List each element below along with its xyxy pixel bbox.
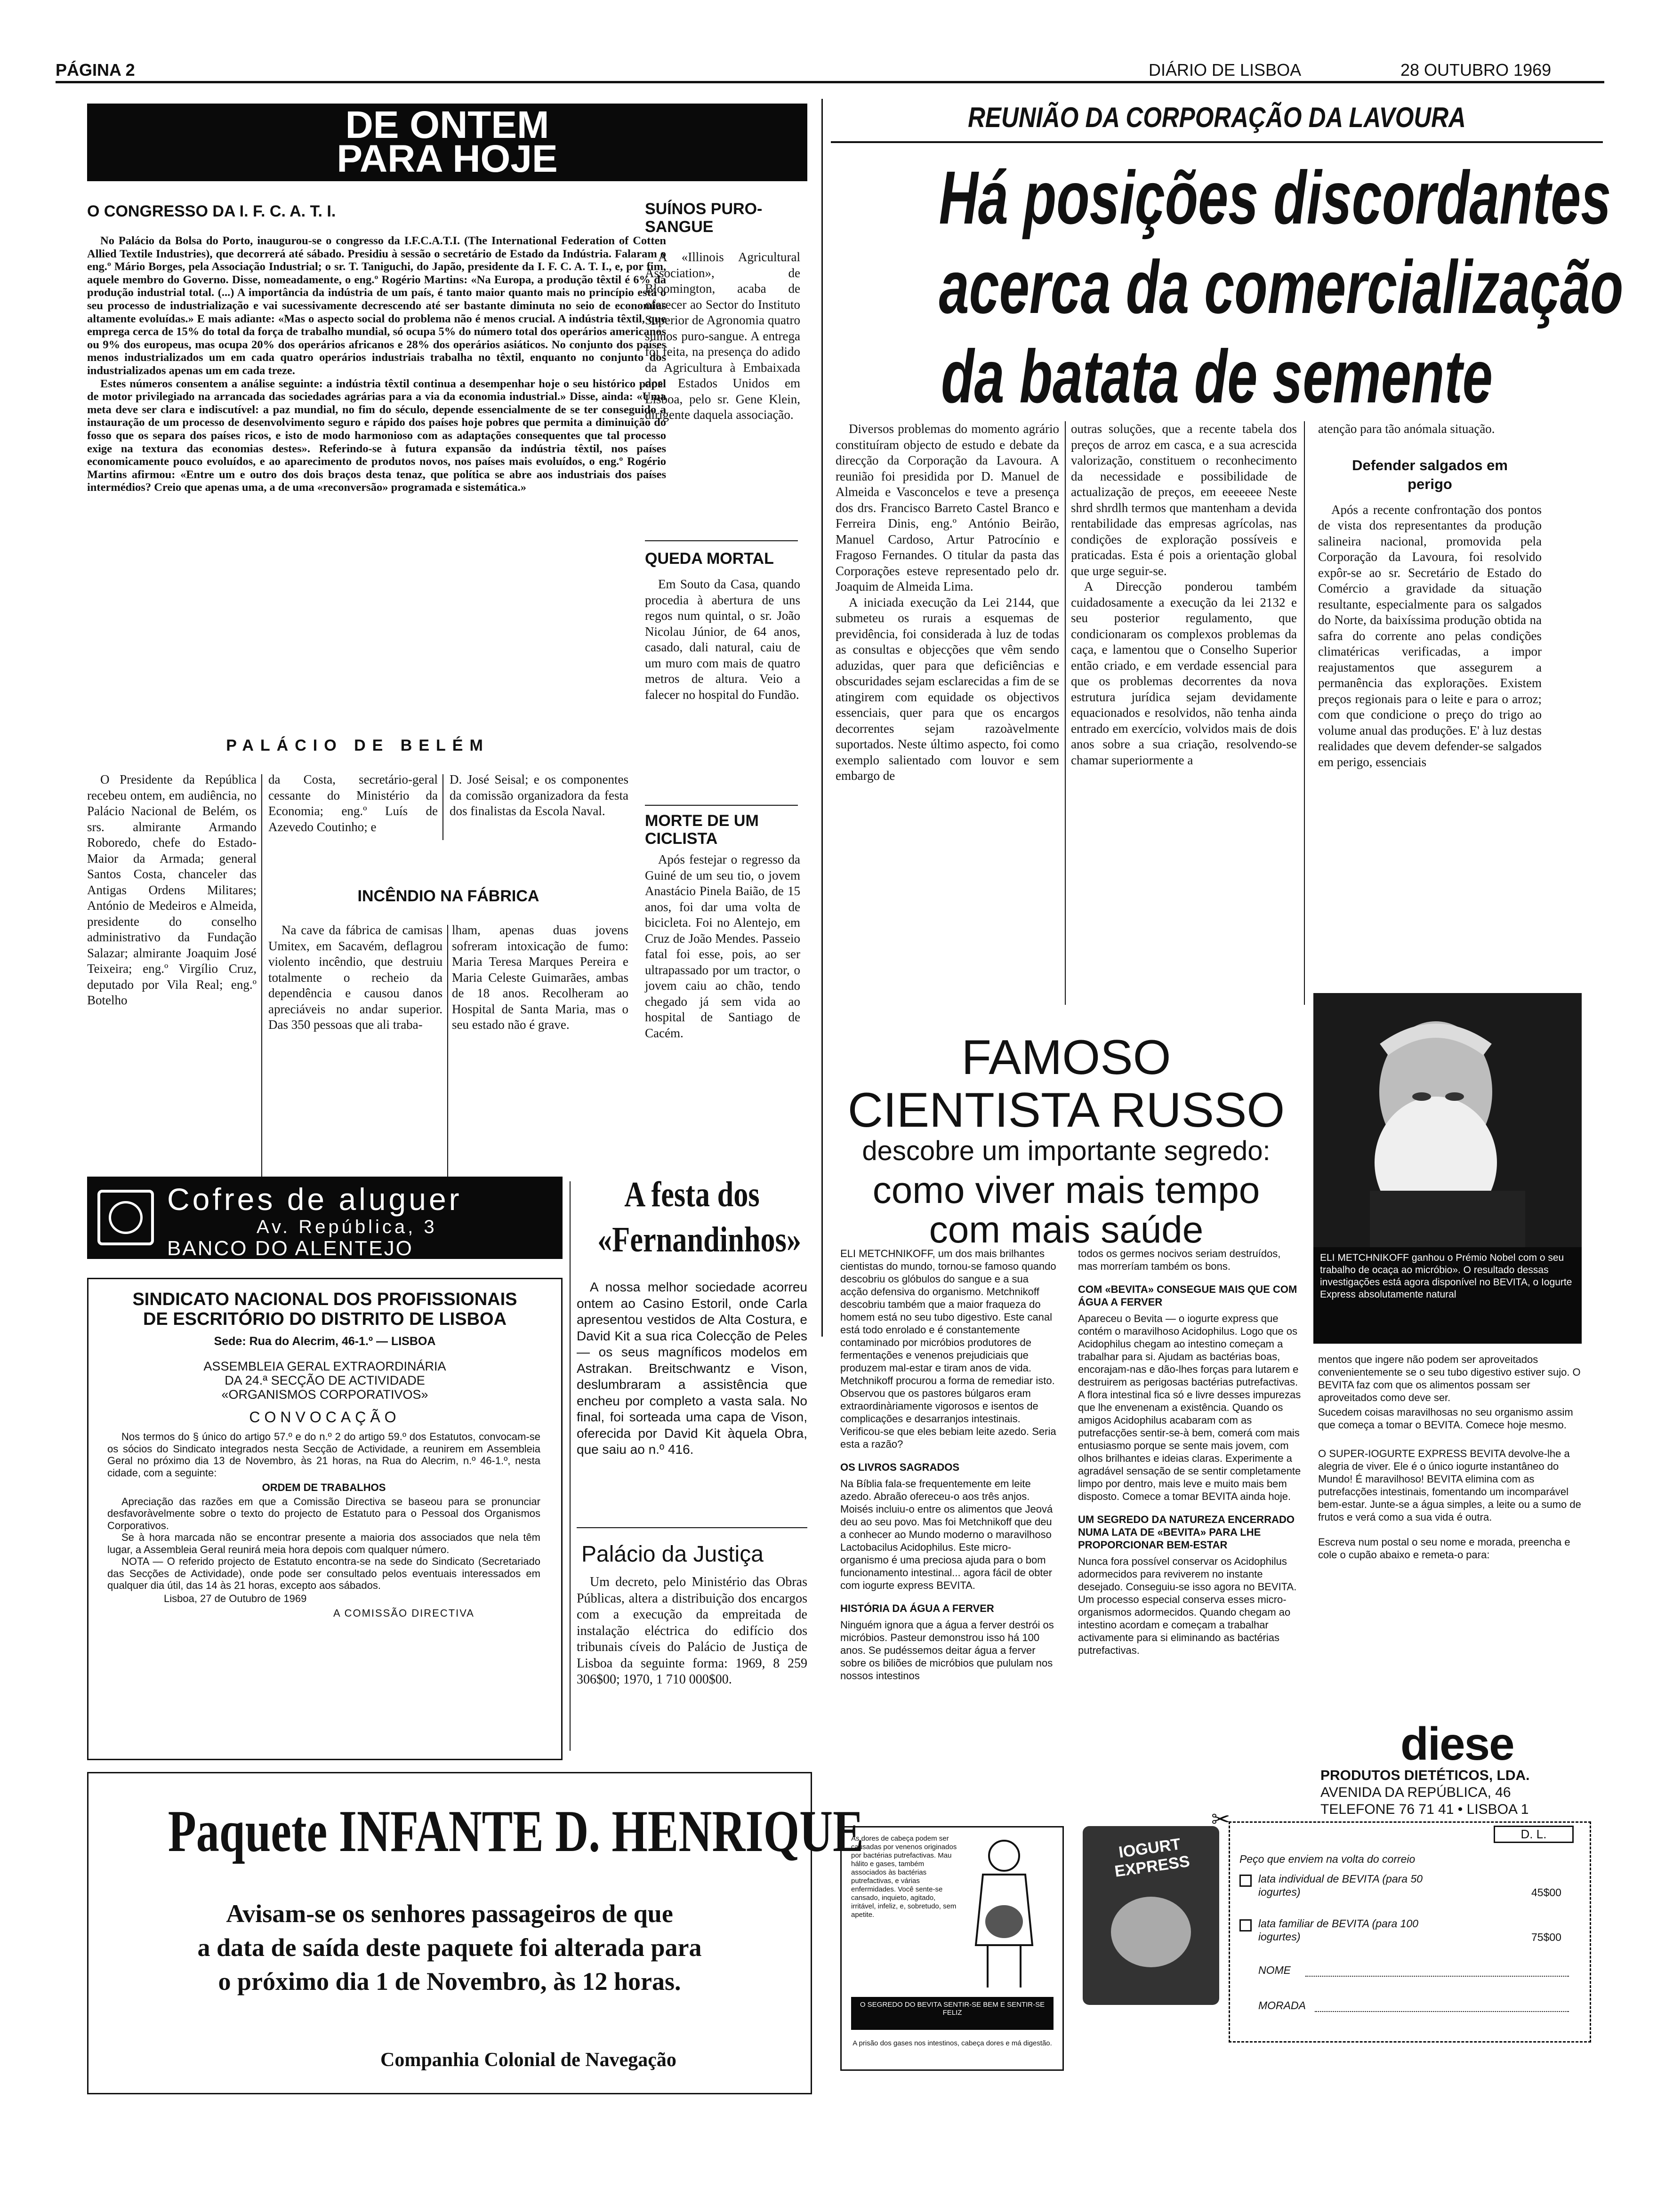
incendio-col-1 (268, 922, 442, 1033)
incendio-title: INCÊNDIO NA FÁBRICA (357, 887, 539, 905)
bevita-c3-p1: mentos que ingere não podem ser aproveitados convenientemente se o seu tubo digestivo estiver sujo. O BEVITA faz com que os alimentos possam ser aproveitados como deve ser. (1318, 1354, 1581, 1403)
kicker-rule (831, 141, 1603, 143)
digestion-illustration (840, 1826, 1064, 2071)
scissors-icon: ✂ (1211, 1807, 1231, 1832)
bevita-c2-p1: todos os germes nocivos seriam destruídos, mas morreríam também os bons. (1078, 1248, 1281, 1272)
illustration-text-bottom: A prisão dos gases nos intestinos, cabeça dores e má digestão. (853, 2039, 1052, 2047)
bevita-c1-p2: Na Bíblia fala-se frequentemente em leite azedo. Abraão ofereceu-o aos três anjos. Moisés incluiu-o entre os alimentos que Jeová deu ao seu povo. Mas foi Metchnikoff que deu a conhecer ao Mundo moderno o maravilhoso Lactobacilus Acidophilus. Este micro-organismo é uma preciosa ajuda para o bom funcionamento intestinal... agora fácil de obter com iogurte express BEVITA. (840, 1478, 1053, 1591)
option-2-price: 75$00 (1531, 1931, 1561, 1943)
belem-col-2 (268, 772, 438, 835)
option-1-price: 45$00 (1531, 1886, 1561, 1899)
human-figure (955, 1837, 1054, 1992)
bevita-col-3 (1318, 1353, 1582, 1561)
sindicato-p4: NOTA — O referido projecto de Estatuto encontra-se na sede do Sindicato (Secretariado das Secções de Actividade), onde pode ser consultado pelos eventuais interessados em qualquer dia útil, das 14 às 21 horas, excepto aos sábados. (107, 1555, 540, 1591)
option-1-label: lata individual de BEVITA (para 50 iogurtes) (1258, 1873, 1423, 1898)
address-field[interactable] (1315, 2011, 1569, 2012)
convocacao-label: CONVOCAÇÃO (249, 1409, 401, 1426)
assembleia-line-3: «ORGANISMOS CORPORATIVOS» (221, 1387, 428, 1402)
congresso-paragraph-1: No Palácio da Bolsa do Porto, inaugurou-se o congresso da I.F.C.A.T.I. (The International Federation of Cotten Allied Textile Industries), que decorrerá até sábado. Presidiu à sessão o secretário de Estado da Indústria. Falaram o eng.º Mário Borges, pela Associação Industrial; o sr. T. Taniguchi, do Japão, presidente da I. F. C. A. T. I., e, por fim, aquele membro do Governo. Disse, nomeadamente, o eng.º Rogério Martins: «Na Europa, a produção têxtil é 6% da produção industrial total. (...) A importância da indústria de um país, é tanto maior quanto mais no princípio está o seu processo de industrialização e vai sucessivamente decrescendo até ser bastante diminuta no seio de economias altamente evoluídas.» E mais adiante: «Mas o aspecto social do problema não é menos crucial. A indústria têxtil, que emprega cerca de 15% do total da força de trabalho mundial, só ocupa 5% do número total dos operários americanos ou 9% dos europeus, mas ocupa 20% dos operários africanos e 28% dos operários asiáticos. No conjunto dos países menos industrializados um em cada quatro operários industriais trabalha no têxtil, enquanto no conjunto dos industrializados apenas um em cada treze. (87, 234, 666, 377)
sindicato-notice (87, 1278, 563, 1760)
bevita-h1: FAMOSO (961, 1030, 1171, 1085)
morte-text: Após festejar o regresso da Guiné de um seu tio, o jovem Anastácio Pinela Baião, de 15 anos, foi dar uma volta de bicicleta. Foi no Alentejo, em Cruz de João Mendes. Passeio fatal foi esse, pois, ao ser ultrapassado por um tractor, o jovem caiu ao chão, tendo chegado já sem vida ao hospital de Santiago de Cacém. (645, 852, 800, 1040)
sindicato-date: Lisboa, 27 de Outubro de 1969 (164, 1592, 307, 1604)
company-phone: TELEFONE 76 71 41 • LISBOA 1 (1320, 1802, 1529, 1817)
coupon-heading: Peço que enviem na volta do correio (1239, 1853, 1416, 1865)
bevita-col-2 (1078, 1247, 1302, 1657)
bevita-sub-3: COM «BEVITA» CONSEGUE MAIS QUE COM ÁGUA A FERVER (1078, 1283, 1297, 1308)
company-name: PRODUTOS DIETÉTICOS, LDA. (1320, 1768, 1530, 1783)
cofres-address: Av. República, 3 (257, 1217, 437, 1237)
headline-line-3: da batata de semente (941, 334, 1493, 418)
belem-text-1: O Presidente da República recebeu ontem, em audiência, no Palácio Nacional de Belém, os srs. almirante Armando Roboredo, chefe do Estado-Maior da Armada; general Santos Costa, chanceler das Antigas Ordens Militares; António de Medeiros e Almeida, presidente do conselho administrativo da Fundação Salazar; almirante Joaquim José Teixeira; eng.º Virgílio Cruz, deputado por Vila Real; eng.º Botelho (87, 772, 257, 1007)
assembleia-line-1: ASSEMBLEIA GERAL EXTRAORDINÁRIA (203, 1359, 446, 1373)
column-rule (570, 1181, 571, 1751)
assembleia-line-2: DA 24.ª SECÇÃO DE ACTIVIDADE (225, 1373, 425, 1387)
queda-title: QUEDA MORTAL (645, 550, 774, 568)
safe-icon (97, 1190, 154, 1245)
ordem-label: ORDEM DE TRABALHOS (262, 1482, 386, 1493)
salgados-subhead: Defender salgados em perigo (1352, 457, 1508, 492)
reuniao-c1-p2: A iniciada execução da Lei 2144, que submeteu os rurais a esquemas de previdência, foi considerada à luz de todas as consultas e objecções que vêm sendo aduzidas, quer para que deficiências e obscuridades sejam esclarecidas a fim de se atingirem com equidade os objectivos essenciais, quer para que os encargos decorrentes sejam razoàvelmente suportados. Neste último aspecto, foi como exemplo salientado com louvor e sem embargo de (836, 595, 1059, 783)
illustration-text-mid: O SEGREDO DO BEVITA SENTIR-SE BEM E SENTIR-SE FELIZ (851, 1997, 1054, 2030)
coupon-tag: D. L. (1494, 1826, 1574, 1843)
reuniao-c2-p1: outras soluções, que a recente tabela dos preços de arroz em casca, e a sua acrescida valorização, constituem o reconhecimento da necessidade e possibilidade de actualização de preços, em eeeeeee Neste shrd shrdlh termos que mantenham a devida rentabilidade das empresas agrícolas, nas condições de exploração possíveis e praticadas. Esta é pois a orientação global que urge seguir-se. (1071, 422, 1297, 578)
sindicato-body (107, 1431, 540, 1619)
sindicato-p2: Apreciação das razões em que a Comissão Directiva se baseou para se pronunciar desfavoràvelmente sobre o texto do projecto de Estatuto para o Pessoal dos Organismos Corporativos. (107, 1495, 540, 1531)
bevita-sub-4: UM SEGREDO DA NATUREZA ENCERRADO NUMA LATA DE «BEVITA» PARA LHE PROPORCIONAR BEM-ESTAR (1078, 1514, 1295, 1551)
congresso-article (87, 234, 666, 494)
festa-title-2: «Fernandinhos» (597, 1220, 801, 1259)
paquete-notice (88, 1897, 811, 1998)
reuniao-c3-p1: atenção para tão anómala situação. (1318, 422, 1495, 436)
headline-line-1: Há posições discordantes (939, 155, 1611, 240)
portrait-image (1313, 993, 1582, 1247)
festa-title-1: A festa dos (624, 1175, 760, 1214)
column-rule (261, 774, 262, 1202)
portrait-caption: ELI METCHNIKOFF ganhou o Prémio Nobel com o seu trabalho de ocaça ao micróbio». O resultado dessas investigações está agora disponível no BEVITA, o Iogurte Express absolutamente natural (1313, 1247, 1582, 1344)
can-artwork (1111, 1897, 1191, 1967)
belem-col-1 (87, 772, 257, 1009)
section-rule (821, 99, 823, 1337)
issue-date: 28 OUTUBRO 1969 (1400, 60, 1552, 80)
reuniao-c3-p2: Após a recente confrontação dos pontos de vista dos representantes da produção salineira nacional, promovida pela Corporação da Lavoura, foi resolvido expôr-se ao sr. Secretário de Estado do Comércio a gravidade da situação resultante, especialmente para os salgados do Norte, da baixíssima produção obtida na safra do corrente ano pelas condições climatéricas verificadas, a impor reajustamentos que assegurem a permanência das explorações. Existem preços regionais para o leite e para o arroz; com que condicione o preço do trigo ao volume anual das produções. E' à luz destas realidades que devem defender-se salgados em perigo, essenciais (1318, 502, 1542, 769)
suinos-article (645, 249, 800, 423)
option-1-checkbox[interactable] (1239, 1875, 1252, 1887)
festa-article (577, 1279, 807, 1458)
can-label: IOGURT EXPRESS (1113, 1835, 1191, 1881)
bevita-c3-p2: Sucedem coisas maravilhosas no seu organismo assim que começa a tomar o BEVITA. Comece hoje mesmo. (1318, 1406, 1573, 1431)
bevita-sub-2: HISTÓRIA DA ÁGUA A FERVER (840, 1603, 994, 1614)
paquete-advert (87, 1772, 864, 2094)
divider (577, 1527, 807, 1528)
sindicato-p1: Nos termos do § único do artigo 57.º e do n.º 2 do artigo 59.º dos Estatutos, convocam-se os sócios do Sindicato integrados nesta Secção de Actividade, a reunirem em Assembleia Geral no próximo dia 13 de Novembro, às 21 horas, na Rua do Alecrim, n.º 46-1.º, nesta cidade, com a seguinte: (107, 1431, 540, 1479)
page-number: PÁGINA 2 (56, 60, 135, 80)
option-2-checkbox[interactable] (1239, 1919, 1252, 1931)
name-label: NOME (1258, 1964, 1291, 1976)
column-rule (1065, 421, 1066, 1005)
bevita-sub-1: OS LIVROS SAGRADOS (840, 1461, 960, 1473)
queda-text: Em Souto da Casa, quando procedia à abertura de uns regos num quintal, o sr. João Nicolau Júnior, de 64 anos, casado, dali natural, caiu de um muro com mais de quatro metros de altura. Veio a falecer no hospital do Fundão. (645, 577, 800, 702)
sindicato-title-2: DE ESCRITÓRIO DO DISTRITO DE LISBOA (143, 1309, 507, 1329)
reuniao-col-3 (1318, 421, 1542, 770)
column-rule (1304, 421, 1305, 1005)
banner-line-1: DE ONTEM (345, 104, 549, 146)
de-ontem-banner (87, 104, 807, 181)
bevita-h5: com mais saúde (929, 1209, 1204, 1250)
paquete-line-3: o próximo dia 1 de Novembro, às 12 horas. (218, 1967, 681, 1996)
bevita-c3-p4: Escreva num postal o seu nome e morada, preencha e cole o cupão abaixo e remeta-o para: (1318, 1536, 1570, 1561)
reuniao-col-1 (836, 421, 1059, 784)
paquete-line-2: a data de saída deste paquete foi alterada para (197, 1933, 702, 1962)
belem-text-2: da Costa, secretário-geral cessante do Ministério da Economia; eng.º Luís de Azevedo Coutinho; e (268, 772, 438, 834)
sindicato-p3: Se à hora marcada não se encontrar presente a maioria dos associados que nela têm lugar, a Assembleia Geral reunirá meia hora depois com qualquer número. (107, 1531, 540, 1555)
justica-title: Palácio da Justiça (581, 1542, 764, 1567)
masthead-rule (56, 81, 1604, 83)
option-2-label: lata familiar de BEVITA (para 100 iogurtes) (1258, 1917, 1419, 1943)
bevita-c2-p2: Apareceu o Bevita — o iogurte express que contém o maravilhoso Acidophilus. Logo que os Acidophilus chegam ao intestino começam a trabalhar para si. Ajudam as bactérias boas, encorajam-nas e dão-lhes forças para lutarem e destruirem as perigosas bactérias putrefactivas. A flora intestinal fica só e livre desses impurezas que lhe envenenam a existência. Quando os amigos Acidophilus acabaram com as putrefacções sentir-se-à bem, comerá com mais entusiasmo porque se sente mais jovem, com olhos brilhantes e ideias claras. Experimente a agradável sensação de se sentir completamente limpo por dentro, mais leve e muito mais bem disposto. Comece a tomar BEVITA ainda hoje. (1078, 1313, 1301, 1502)
festa-text: A nossa melhor sociedade acorreu ontem ao Casino Estoril, onde Carla apresentou vestidos de Alta Costura, e David Kit a sua rica Colecção de Peles — os seus magníficos modelos em Astrakan. Breitschwantz e Vison, deslumbraram a assistência que encheu por completo a vasta sala. No final, foi sorteada uma capa de Vison, oferecida por David Kit àquela Obra, que saiu ao n.º 416. (577, 1280, 807, 1457)
cofres-bank: BANCO DO ALENTEJO (167, 1237, 413, 1260)
sindicato-heading (88, 1290, 561, 1329)
bevita-h2: CIENTISTA RUSSO (847, 1083, 1285, 1138)
bevita-c1-p3: Ninguém ignora que a água a ferver destrói os micróbios. Pasteur demonstrou isso há 100 anos. Se pudéssemos deitar água a ferver sobre os biliões de micróbios que pululam nos nossos intestinos (840, 1619, 1054, 1682)
palacio-belem-title: PALÁCIO DE BELÉM (226, 737, 490, 754)
paquete-company: Companhia Colonial de Navegação (380, 2049, 676, 2071)
belem-text-3: D. José Seisal; e os componentes da comissão organizadora da festa dos finalistas da Escola Naval. (450, 772, 628, 818)
cofres-advert (87, 1177, 563, 1259)
reuniao-c2-p2: A Direcção ponderou também cuidadosamente a execução da lei 2132 e seu posterior regulamento, que condicionaram os complexos problemas da caça, e lamentou que o Conselho Superior então criado, e em verdade essencial para que os problemas decorrentes da nova estrutura jurídica sejam devidamente equacionados e resolvidos, não tenha ainda entrado em exercício, volvidos mais de dois anos sobre a sua criação, resolvendo-se chamar superiormente a (1071, 579, 1297, 767)
congresso-title: O CONGRESSO DA I. F. C. A. T. I. (87, 202, 336, 220)
reuniao-c1-p1: Diversos problemas do momento agrário constituíram objecto de estudo e debate da direcção da Corporação da Lavoura. A reunião foi presidida por D. Manuel de Almeida e Vasconcelos e teve a presença dos drs. Francisco Barreto Castel Branco e Ferreira Dinis, eng.º António Beirão, Manuel Cardoso, Artur Patrocínio e Fragoso Fernandes. O titular da pasta das Corporações esteve representado pelo dr. Joaquim de Almeida Lima. (836, 422, 1059, 593)
address-label: MORADA (1258, 1999, 1306, 2012)
divider (645, 805, 798, 806)
justica-text: Um decreto, pelo Ministério das Obras Públicas, altera a distribuição dos encargos com a execução da empreitada de instalação eléctrica do edifício dos tribunais cíveis do Palácio de Justiça de Lisboa da seguinte forma: 1969, 8 259 306$00; 1970, 1 710 000$00. (577, 1575, 807, 1687)
banner-line-2: PARA HOJE (337, 137, 558, 180)
incendio-text-1: Na cave da fábrica de camisas Umitex, em Sacavém, deflagrou violento incêndio, que destruiu totalmente o recheio da dependência e causou danos apreciáveis no andar superior. Das 350 pessoas que ali traba- (268, 923, 442, 1032)
reuniao-headline (939, 153, 1624, 421)
sindicato-title-1: SINDICATO NACIONAL DOS PROFISSIONAIS (132, 1290, 517, 1309)
bevita-h4: como viver mais tempo (872, 1169, 1260, 1211)
suinos-title: SUÍNOS PURO-SANGUE (645, 200, 763, 236)
congresso-paragraph-2: Estes números consentem a análise seguinte: a indústria têxtil continua a desempenhar hoje o seu histórico papel de motor privilegiado na arrancada das sociedades agrárias para a via da economia industrial.» Disse, ainda: «Uma meta deve ser clara e indiscutível: a paz mundial, no fim do século, depende essencialmente de se ter conseguido a instauração de um processo de desenvolvimento seguro e rápido dos países hoje pobres que permita a diminuição do fosso que os separa dos países ricos, e isto de modo harmonioso com as adaptações consequentes que tal processo exige na textura das economias destes». Referindo-se à futura expansão da indústria têxtil, nos países economicamente pouco evoluídos, e ao aparecimento de produtos novos, nos países mais evoluídos, o eng.º Rogério Martins afirmou: «Entre um e outro dos dois braços desta tenaz, que política se abre aos industriais dos países intermédios? Creio que apenas uma, a de uma «reconversão» programada e sistemática.» (87, 377, 666, 494)
illustration-text-top: As dores de cabeça podem ser causadas por venenos originados por bactérias putrefactivas. Mau hálito e gases, também associados às bactérias putrefactivas, e várias enfermidades. Você sente-se cansado, inquieto, agitado, irritável, infeliz, e, sobretudo, sem apetite. (851, 1835, 957, 1919)
morte-title: MORTE DE UM CICLISTA (645, 812, 759, 848)
name-field[interactable] (1305, 1976, 1569, 1977)
divider (645, 540, 798, 541)
sindicato-signature: A COMISSÃO DIRECTIVA (333, 1607, 475, 1619)
festa-headline (597, 1172, 801, 1262)
company-address: AVENIDA DA REPÚBLICA, 46 (1320, 1785, 1511, 1800)
morte-article (645, 852, 800, 1041)
justica-article (577, 1574, 807, 1688)
paquete-line-1: Avisam-se os senhores passageiros de que (226, 1899, 673, 1928)
queda-article (645, 577, 800, 703)
diese-logo: diese (1400, 1718, 1514, 1770)
bevita-c2-p3: Nunca fora possível conservar os Acidophilus adormecidos para reviverem no instante desejado. Conseguiu-se isso agora no BEVITA. Um processo especial conserva esses micro-organismos adormecidos. Quando chegam ao intestino acordam e começam a trabalhar activamente para si eliminando as bactérias putrefactivas. (1078, 1555, 1297, 1656)
bevita-headline (831, 1030, 1302, 1250)
bevita-col-1 (840, 1247, 1057, 1682)
suinos-text: A «Illinois Agricultural Association», de Bloomington, acaba de oferecer ao Sector do Instituto Superior de Agronomia quatro suínos puro-sangue. A entrega foi feita, na presença do adido da Agricultura à Embaixada dos Estados Unidos em Lisboa, pelo sr. Gene Klein, dirigente daquela associação. (645, 250, 800, 422)
column-rule (442, 774, 443, 840)
belem-col-3 (450, 772, 628, 819)
paquete-title: Paquete INFANTE D. HENRIQUE (168, 1799, 864, 1864)
column-rule (447, 925, 448, 1202)
headline-line-2: acerca da comercialização (939, 245, 1624, 329)
sindicato-sede: Sede: Rua do Alecrim, 46-1.º — LISBOA (214, 1335, 436, 1348)
assembleia-heading (88, 1359, 561, 1402)
newspaper-name: DIÁRIO DE LISBOA (1149, 60, 1302, 80)
incendio-col-2 (452, 922, 628, 1033)
bevita-c3-p3: O SUPER-IOGURTE EXPRESS BEVITA devolve-lhe a alegria de viver. Ele é o único iogurte instantâneo do Mundo! É maravilhoso! BEVITA elimina com as putrefacções intestinais, fomentando um incomparável bem-estar. Junte-se a água simples, a leite ou a sumo de frutos e verá como a sua vida é outra. (1318, 1448, 1581, 1523)
reuniao-kicker: REUNIÃO DA CORPORAÇÃO DA LAVOURA (968, 102, 1466, 133)
cofres-title: Cofres de aluguer (167, 1182, 462, 1217)
metchnikoff-portrait (1313, 993, 1582, 1247)
bevita-c1-p1: ELI METCHNIKOFF, um dos mais brilhantes cientistas do mundo, tornou-se famoso quando descobriu os glóbulos do sangue e a sua acção defensiva do organismo. Metchnikoff descobriu também que a maior fraqueza do homem está no seu tubo digestivo. Este canal está todo enrolado e é constantemente contaminado por micróbios produtores de fermentações e venenos prejudiciais que produzem mal-estar e tiram anos de vida. Metchnikoff procurou a forma de remediar isto. Observou que os pastores búlgaros eram extraordinàriamente vigorosos e isentos de complicações e desarranjos intestinais. Verificou-se que eles bebiam leite azedo. Seria esta a razão? (840, 1248, 1056, 1450)
bevita-can (1083, 1826, 1219, 2005)
incendio-text-2: lham, apenas duas jovens sofreram intoxicação de fumo: Maria Teresa Marques Pereira e Maria Celeste Guimarães, ambas de 18 anos. Recolheram ao Hospital de Santa Maria, mas o seu estado não é grave. (452, 923, 628, 1032)
company-info (1320, 1767, 1529, 1818)
reuniao-col-2 (1071, 421, 1297, 768)
bevita-h3: descobre um importante segredo: (862, 1136, 1271, 1166)
